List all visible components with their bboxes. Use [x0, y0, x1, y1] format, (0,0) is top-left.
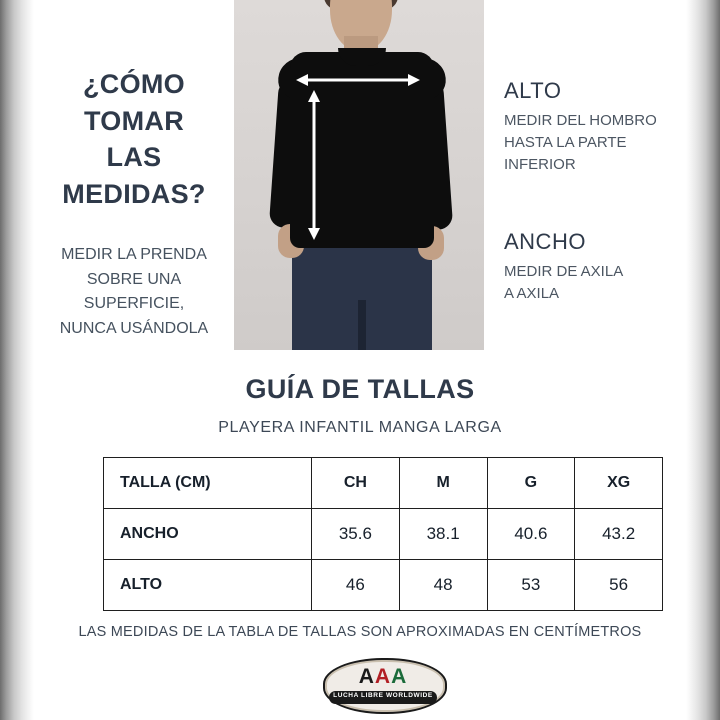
- alto-block: [504, 78, 684, 177]
- alto-description-line1: MEDIR DEL HOMBRO: [504, 112, 657, 129]
- logo-letter-2: A: [374, 665, 392, 688]
- product-photo: [234, 0, 484, 350]
- ancho-heading: ANCHO: [504, 228, 586, 254]
- how-to-measure-subtext: [36, 243, 232, 342]
- alto-arrow-icon: [308, 90, 320, 240]
- cell-alto-xg: 56: [575, 560, 663, 611]
- alto-description-line3: INFERIOR: [504, 156, 576, 174]
- cell-ancho-m: 38.1: [399, 509, 487, 560]
- row-label-ancho: ANCHO: [104, 509, 312, 560]
- table-header-row: [104, 458, 663, 509]
- measurement-definitions: [504, 78, 684, 305]
- measurement-arrows: [234, 0, 484, 350]
- logo-letters: [323, 665, 443, 689]
- table-header-cell-1: CH: [312, 458, 400, 509]
- how-to-measure-text: [36, 66, 232, 342]
- cell-alto-g: 53: [487, 560, 575, 611]
- how-to-measure-subtext-line4: NUNCA USÁNDOLA: [59, 320, 209, 338]
- alto-description-line2: HASTA LA PARTE: [504, 134, 627, 152]
- how-to-measure-title-line2: LAS MEDIDAS?: [62, 142, 206, 210]
- how-to-measure-section: [34, 0, 686, 350]
- ancho-description-line2: A AXILA: [504, 284, 560, 302]
- table-header-cell-2: M: [399, 458, 487, 509]
- alto-description: [504, 110, 684, 177]
- how-to-measure-title: [36, 66, 232, 213]
- how-to-measure-title-line1: ¿CÓMO TOMAR: [83, 69, 185, 136]
- how-to-measure-subtext-line1: MEDIR LA PRENDA: [61, 245, 207, 263]
- ancho-arrow-icon: [296, 74, 420, 86]
- cell-ancho-xg: 43.2: [575, 509, 663, 560]
- size-table-note: LAS MEDIDAS DE LA TABLA DE TALLAS SON APROXIMADAS EN CENTÍMETROS: [78, 624, 642, 640]
- ancho-description: [504, 261, 684, 305]
- logo-letter-3: A: [391, 665, 408, 688]
- size-table: [103, 457, 663, 611]
- content-area: [34, 0, 686, 720]
- how-to-measure-subtext-line2: SOBRE UNA: [86, 270, 182, 288]
- cell-alto-ch: 46: [312, 560, 400, 611]
- ancho-block: [504, 229, 684, 305]
- ancho-description-line1: MEDIR DE AXILA: [504, 262, 624, 280]
- row-label-alto: ALTO: [104, 560, 312, 611]
- logo-banner-text: LUCHA LIBRE WORLDWIDE: [333, 692, 433, 699]
- cell-alto-m: 48: [399, 560, 487, 611]
- table-header-cell-4: XG: [575, 458, 663, 509]
- how-to-measure-subtext-line3: SUPERFICIE,: [83, 295, 185, 313]
- table-row: [104, 509, 663, 560]
- size-guide-title: GUÍA DE TALLAS: [245, 374, 475, 404]
- logo-letter-1: A: [358, 665, 375, 688]
- table-header-cell-0: TALLA (CM): [104, 458, 312, 509]
- cell-ancho-g: 40.6: [487, 509, 575, 560]
- size-guide-subtitle: PLAYERA INFANTIL MANGA LARGA: [218, 419, 502, 436]
- table-row: [104, 560, 663, 611]
- table-header-cell-3: G: [487, 458, 575, 509]
- alto-heading: ALTO: [504, 78, 562, 103]
- aaa-logo: [323, 658, 443, 710]
- cell-ancho-ch: 35.6: [312, 509, 400, 560]
